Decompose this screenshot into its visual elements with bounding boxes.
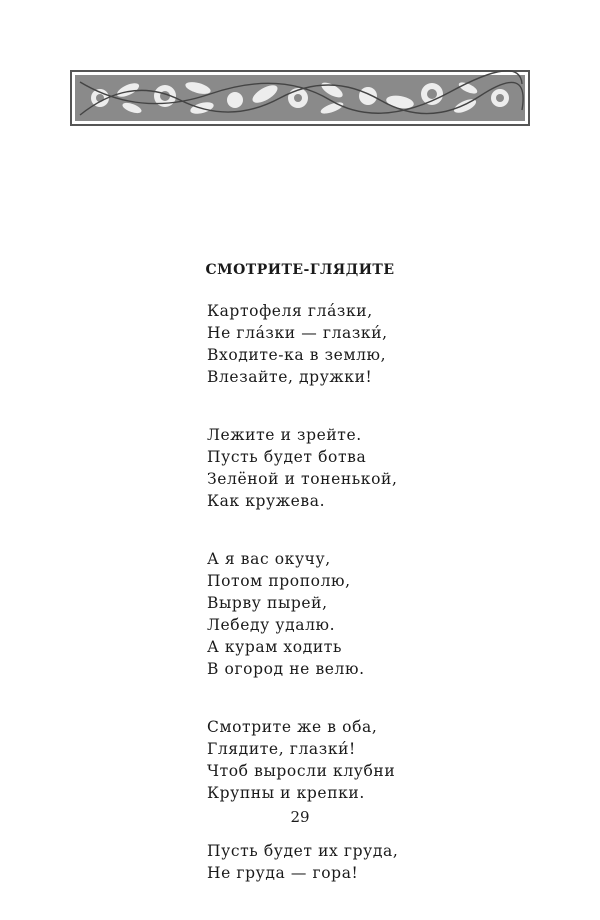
- poem-line: Пусть будет их груда,: [207, 842, 399, 860]
- stanza-1: [207, 300, 507, 388]
- poem-line: Зелёной и тоненькой,: [207, 470, 398, 488]
- poem-line: Вырву пырей,: [207, 594, 328, 612]
- poem-line: А я вас окучу,: [207, 550, 331, 568]
- poem-title: СМОТРИТЕ-ГЛЯДИТЕ: [205, 262, 395, 278]
- poem-line: В огород не велю.: [207, 660, 365, 678]
- poem-line: Потом прополю,: [207, 572, 351, 590]
- poem-line: Картофеля гла́зки,: [207, 302, 373, 320]
- poem-line: Входите-ка в землю,: [207, 346, 387, 364]
- stanza-2: [207, 424, 507, 512]
- poem-line: Как кружева.: [207, 492, 326, 510]
- poem-line: Смотрите же в оба,: [207, 718, 378, 736]
- poem-line: Лебеду удалю.: [207, 616, 336, 634]
- poem-line: Крупны и крепки.: [207, 784, 365, 802]
- stanza-5: [207, 840, 507, 884]
- poem-line: Глядите, глазки́!: [207, 740, 356, 758]
- poem-line: Не гла́зки — глазки́,: [207, 324, 388, 342]
- poem-line: А курам ходить: [207, 638, 342, 656]
- poem-line: Влезайте, дружки!: [207, 368, 373, 386]
- poem-line: Лежите и зрейте.: [207, 426, 362, 444]
- stanza-3: [207, 548, 507, 680]
- poem-line: Чтоб выросли клубни: [207, 762, 396, 780]
- poem-line: Пусть будет ботва: [207, 448, 367, 466]
- floral-border-icon: [70, 70, 530, 126]
- poem-line: Не груда — гора!: [207, 864, 359, 882]
- stanza-4: [207, 716, 507, 804]
- page-number: 29: [290, 808, 310, 826]
- poem-body: [207, 300, 507, 920]
